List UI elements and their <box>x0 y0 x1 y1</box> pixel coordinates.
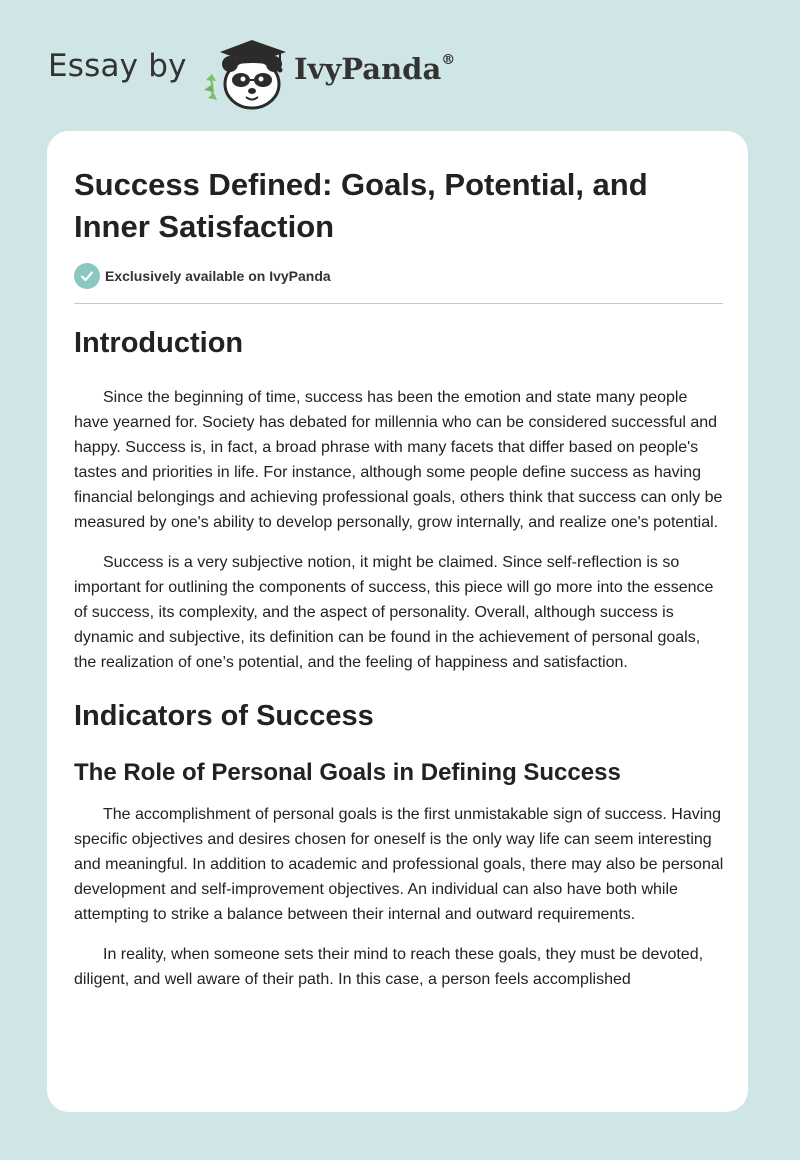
ivypanda-logo-text[interactable] <box>294 52 455 86</box>
panda-graduation-cap-icon[interactable] <box>200 34 292 112</box>
paragraph: The accomplishment of personal goals is the first unmistakable sign of success. Having specific objectives and desires chosen for oneself is the only way life can seem interesting and meaningful. In addition to academic and professional goals, there may also be personal development and self-improvement objectives. An individual can also have both while attempting to strike a balance between their internal and outward requirements. <box>74 806 724 923</box>
check-circle-icon <box>74 263 100 289</box>
essay-by-label: Essay by <box>48 48 187 84</box>
ivy-leaf-icon <box>204 74 217 100</box>
paragraph: In reality, when someone sets their mind to reach these goals, they must be devoted, diligent, and well aware of their path. In this case, a person feels accomplished <box>74 946 704 988</box>
section-heading-indicators: Indicators of Success <box>74 700 374 732</box>
paragraph: Success is a very subjective notion, it might be claimed. Since self-reflection is so important for outlining the components of success, this piece will go more into the essence of success, its complexity, and the aspect of personality. Overall, although success is dynamic and subjective, its definition can be found in the achievement of personal goals, the realization of one’s potential, and the feeling of happiness and satisfaction. <box>74 554 714 671</box>
subsection-heading-personal-goals: The Role of Personal Goals in Defining Success <box>74 759 621 786</box>
brand-name: IvyPanda <box>294 52 442 86</box>
paragraph: Since the beginning of time, success has been the emotion and state many people have yearned for. Society has debated for millennia who can be considered successful and happy. Success is, in fact, a broad phrase with many facets that differ based on people's tastes and priorities in life. For instance, although some people define success as having financial belongings and achieving professional goals, others think that success can only be measured by one's ability to develop personally, grow internally, and realize one's potential. <box>74 389 723 531</box>
site-header <box>48 30 508 110</box>
exclusive-label: Exclusively available on IvyPanda <box>105 268 331 284</box>
essay-title: Success Defined: Goals, Potential, and Inner Satisfaction <box>74 167 648 244</box>
exclusive-badge <box>74 262 331 290</box>
title-divider <box>74 303 723 304</box>
registered-mark: ® <box>441 52 456 69</box>
section-heading-introduction: Introduction <box>74 327 244 359</box>
essay-body <box>74 323 726 992</box>
essay-card <box>47 131 748 1112</box>
